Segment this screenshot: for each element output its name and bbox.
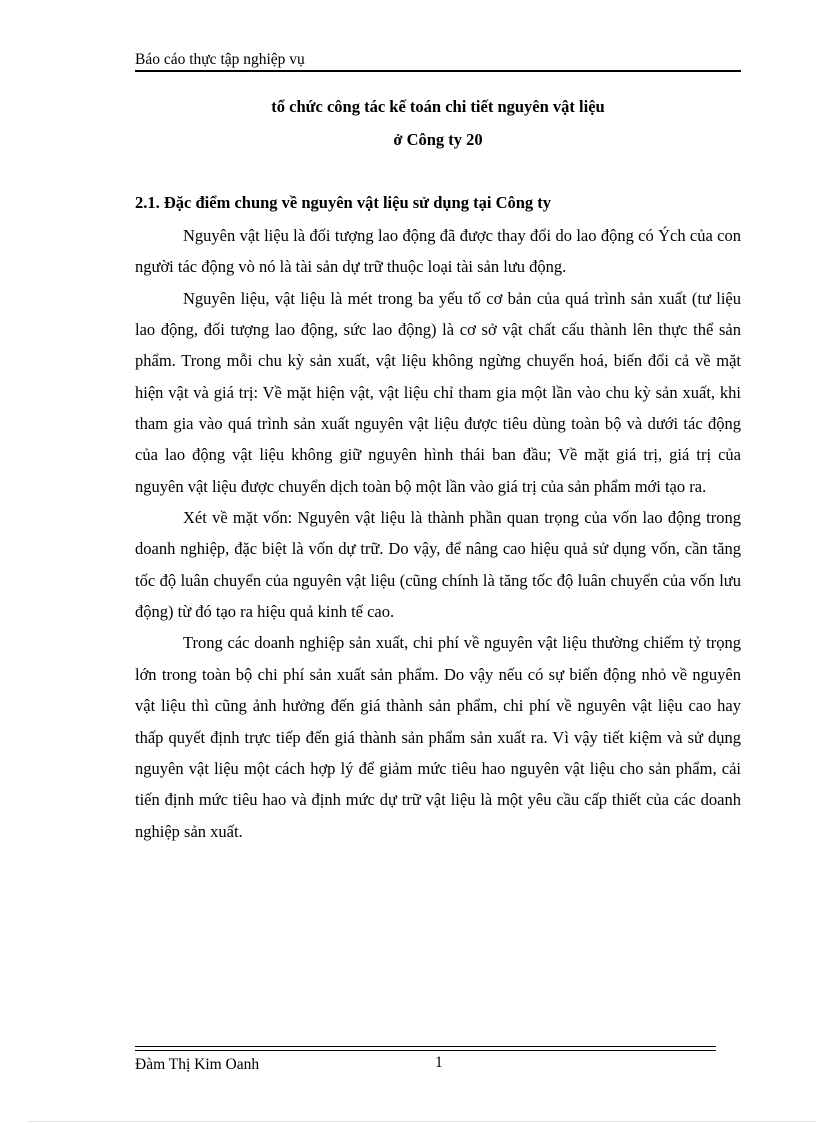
footer-rule-upper — [135, 1046, 716, 1047]
body-text — [135, 220, 741, 847]
page-edge — [28, 1121, 816, 1122]
paragraph-3: Xét về mặt vốn: Nguyên vật liệu là thành phần quan trọng của vốn lao động trong doanh nghiệp, đặc biệt là vốn dự trữ. Do vậy, để nâng cao hiệu quả sử dụng vốn, cần tăng tốc độ luân chuyển của nguyên vật liệu (cũng chính là tăng tốc độ luân chuyển của vốn lưu động) từ đó tạo ra hiệu quả kinh tế cao. — [135, 508, 741, 622]
footer-rule-lower — [135, 1050, 716, 1051]
document-title-line-1: tổ chức công tác kế toán chi tiết nguyên vật liệu — [271, 97, 605, 116]
running-header: Báo cáo thực tập nghiệp vụ — [135, 51, 305, 68]
section-heading: 2.1. Đặc điểm chung về nguyên vật liệu sử dụng tại Công ty — [135, 193, 552, 212]
paragraph-1: Nguyên vật liệu là đối tượng lao động đã được thay đổi do lao động có Ých của con người tác động vò nó là tài sản dự trữ thuộc loại tài sản lưu động. — [135, 226, 741, 277]
document-title-line-2: ở Công ty 20 — [393, 130, 483, 149]
footer-author: Đàm Thị Kim Oanh — [135, 1056, 260, 1073]
paragraph-2: Nguyên liệu, vật liệu là mét trong ba yếu tố cơ bản của quá trình sản xuất (tư liệu lao động, đối tượng lao động, sức lao động) là cơ sở vật chất cấu thành lên thực thể sản phẩm. Trong mỗi chu kỳ sản xuất, vật liệu không ngừng chuyển hoá, biến đổi cả về mặt hiện vật và giá trị: Về mặt hiện vật, vật liệu chỉ tham gia một lần vào chu kỳ sản xuất, khi tham gia vào quá trình sản xuất nguyên vật liệu được tiêu dùng toàn bộ và dưới tác động của lao động vật liệu không giữ nguyên hình thái ban đầu; Về mặt giá trị, giá trị của nguyên vật liệu được chuyển dịch toàn bộ một lần vào giá trị của sản phẩm mới tạo ra. — [135, 288, 741, 496]
paragraph-4: Trong các doanh nghiệp sản xuất, chi phí về nguyên vật liệu thường chiếm tỷ trọng lớn trong toàn bộ chi phí sản xuất sản phẩm. Do vậy nếu có sự biến động nhỏ về nguyên vật liệu thì cũng ảnh hưởng đến giá thành sản phẩm, chi phí về nguyên vật liệu cao hay thấp quyết định trực tiếp đến giá thành sản phẩm sản xuất ra. Vì vậy tiết kiệm và sử dụng nguyên vật liệu một cách hợp lý để giảm mức tiêu hao nguyên vật liệu cho sản phẩm, cải tiến định mức tiêu hao và định mức dự trữ vật liệu là một yêu cầu cấp thiết của các doanh nghiệp sản xuất. — [135, 633, 741, 841]
page-number: 1 — [435, 1054, 443, 1071]
header-rule — [135, 70, 741, 72]
